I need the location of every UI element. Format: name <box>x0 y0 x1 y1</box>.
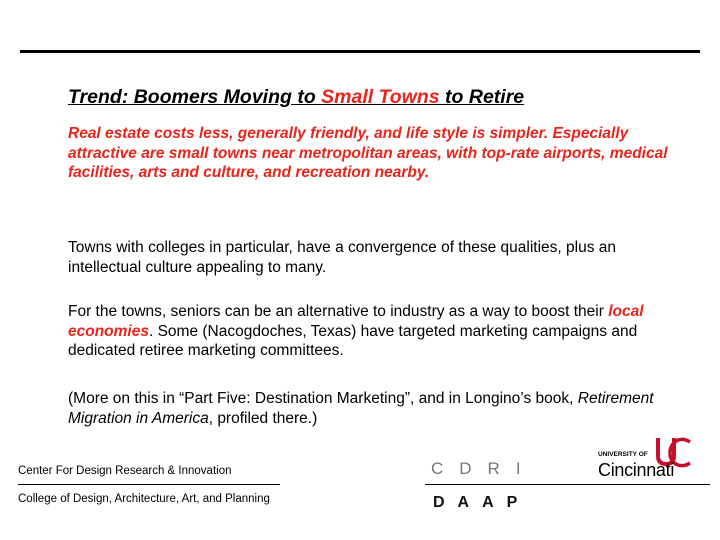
footer-center-name: Center For Design Research & Innovation <box>18 465 232 477</box>
paragraph-reasons: Real estate costs less, generally friendly, and life style is simpler. Especially attractive are small towns near metropolitan areas, with top-rate airports, medical facilities, arts and culture, and recreation nearby. <box>68 125 668 181</box>
paragraph-economies <box>68 302 688 361</box>
slide-title <box>68 86 524 109</box>
top-rule <box>20 50 700 53</box>
uc-university-of: UNIVERSITY OF <box>598 451 648 458</box>
footer-rule-left <box>18 484 280 485</box>
cdri-logo: CDRI <box>431 459 537 478</box>
book-title: Retirement Migration in America <box>68 390 654 427</box>
paragraph4-post: , profiled there.) <box>208 409 318 427</box>
paragraph4-pre: (More on this in “Part Five: Destination Marketing”, and in Longino’s book, <box>68 390 578 407</box>
title-highlight: Small Towns <box>321 86 440 108</box>
footer-college-name: College of Design, Architecture, Art, and Planning <box>18 493 270 505</box>
paragraph-colleges: Towns with colleges in particular, have a convergence of these qualities, plus an intellectual culture appealing to many. <box>68 239 616 276</box>
paragraph-more-info <box>68 389 688 428</box>
uc-cincinnati: Cincinnati <box>598 460 675 480</box>
local-economies-highlight: local economies <box>68 303 644 340</box>
footer-rule-right <box>425 484 710 485</box>
title-text-pre: Trend: Boomers Moving to <box>68 86 322 108</box>
paragraph3-post: . Some (Nacogdoches, Texas) have targeted marketing campaigns and dedicated retiree marketing committees. <box>68 322 638 359</box>
paragraph3-pre: For the towns, seniors can be an alternative to industry as a way to boost their <box>68 303 609 320</box>
title-text-post: to Retire <box>439 86 525 108</box>
daap-logo: DAAP <box>433 494 531 511</box>
